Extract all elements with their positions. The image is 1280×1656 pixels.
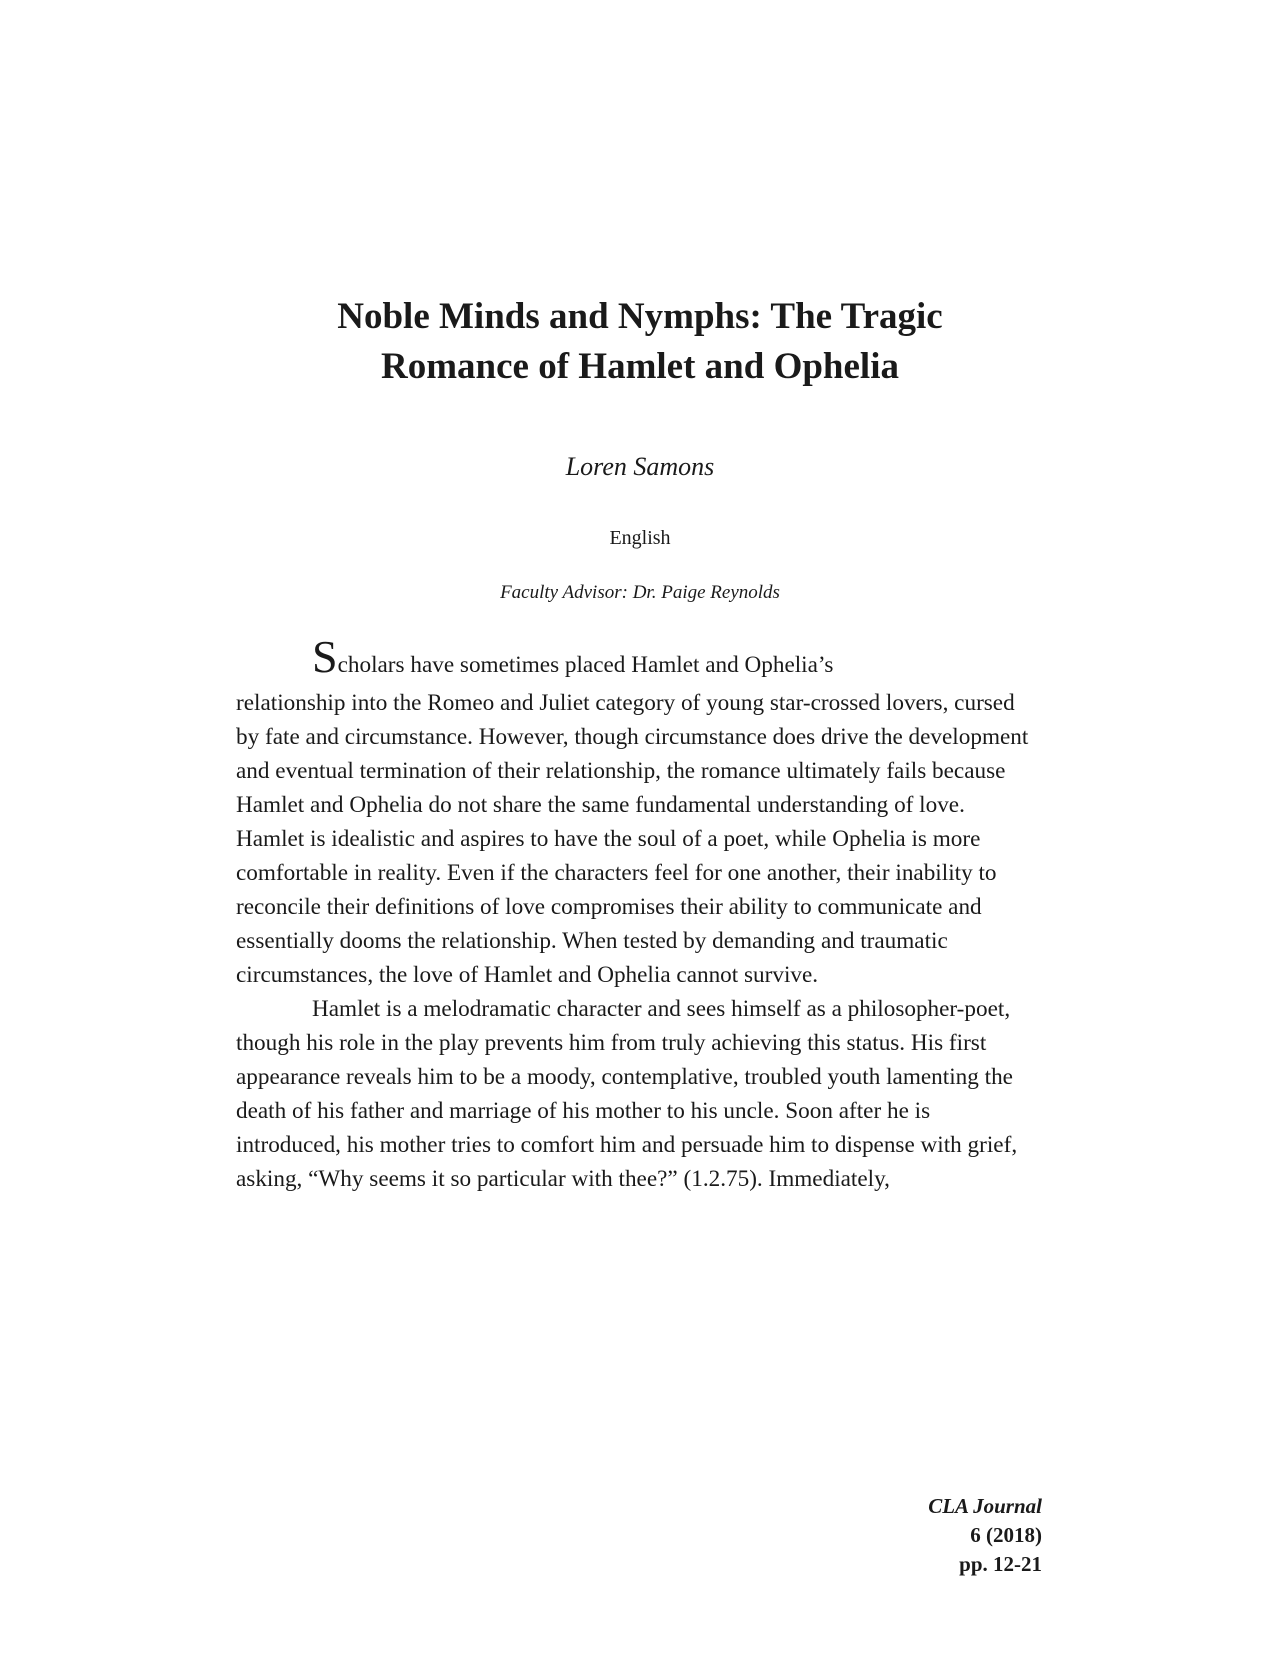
article-title: [0, 292, 1280, 392]
journal-volume: 6 (2018): [970, 1523, 1042, 1547]
paragraph-1-first-line: [236, 631, 1036, 682]
article-title-line-1: Noble Minds and Nymphs: The Tragic: [337, 296, 943, 337]
journal-name: CLA Journal: [928, 1494, 1042, 1518]
article-body: [236, 631, 1036, 1196]
faculty-advisor: Faculty Advisor: Dr. Paige Reynolds: [500, 582, 780, 603]
journal-citation: [928, 1492, 1042, 1579]
journal-pages: pp. 12-21: [959, 1552, 1042, 1576]
drop-cap: S: [312, 631, 338, 682]
article-title-line-2: Romance of Hamlet and Ophelia: [381, 346, 899, 387]
paragraph-1-continuation: relationship into the Romeo and Juliet category of young star-crossed lovers, cursed by fate and circumstance. However, though circumstance does drive the development and eventual termination of their relationship, the romance ultimately fails because Hamlet and Ophelia do not share the same fundamental understanding of love. Hamlet is idealistic and aspires to have the soul of a poet, while Ophelia is more comfortable in reality. Even if the characters feel for one another, their inability to reconcile their definitions of love compromises their ability to communicate and essentially dooms the relationship. When tested by demanding and traumatic circumstances, the love of Hamlet and Ophelia cannot survive.: [236, 690, 1029, 988]
department: English: [609, 527, 671, 549]
paragraph-1: [236, 631, 1036, 682]
author-name: Loren Samons: [565, 452, 715, 481]
paragraph-2: Hamlet is a melodramatic character and sees himself as a philosopher-poet, though his role in the play prevents him from truly achieving this status. His first appearance reveals him to be a moody, contemplative, troubled youth lamenting the death of his father and marriage of his mother to his uncle. Soon after he is introduced, his mother tries to comfort him and persuade him to dispense with grief, asking, “Why seems it so particular with thee?” (1.2.75). Immediately,: [236, 996, 1018, 1192]
paragraph-1-opening: cholars have sometimes placed Hamlet and Ophelia’s: [337, 652, 834, 678]
